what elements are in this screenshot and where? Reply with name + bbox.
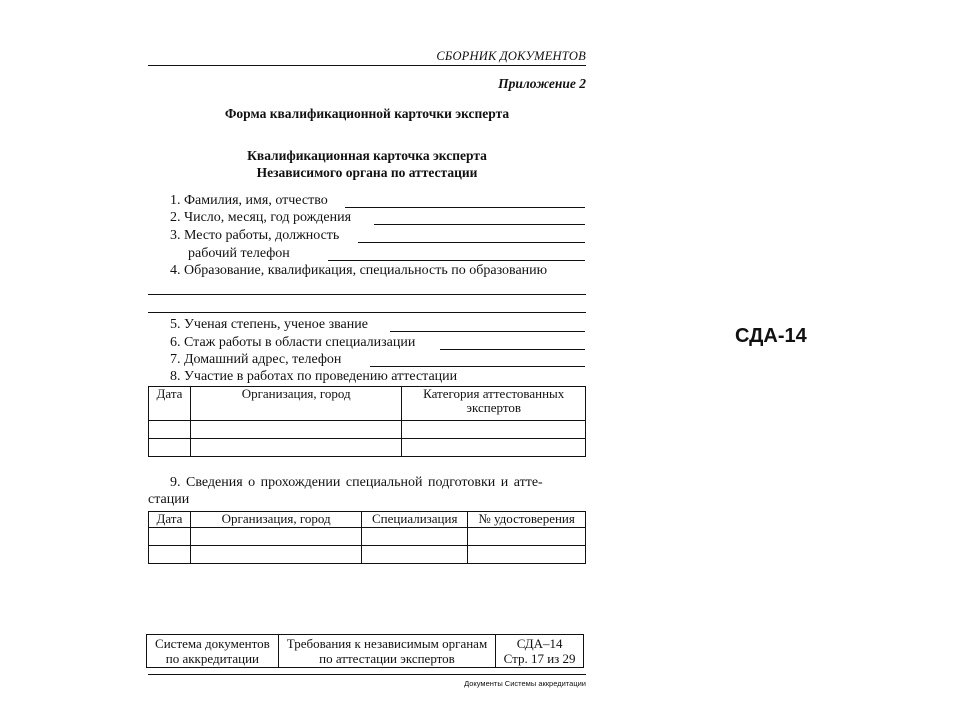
table-row xyxy=(149,439,586,457)
footer-requirements-line1: Требования к независимым органам xyxy=(286,636,488,651)
collection-title: СБОРНИК ДОКУМЕНТОВ xyxy=(436,49,586,63)
column-header-organization: Организация, город xyxy=(190,387,401,421)
field-degree-line xyxy=(390,317,585,332)
column-header-category: Категория аттестованных экспертов xyxy=(402,387,586,421)
column-header-date: Дата xyxy=(149,512,191,528)
column-header-date: Дата xyxy=(149,387,191,421)
participation-table xyxy=(148,386,586,457)
field-training-label-line2: стации xyxy=(148,492,190,507)
field-workplace-line xyxy=(358,228,585,243)
field-birthdate-line xyxy=(374,210,585,225)
footer-system-cell xyxy=(147,635,279,668)
column-header-organization: Организация, город xyxy=(190,512,361,528)
field-home-address-label: 7. Домашний адрес, телефон xyxy=(170,352,342,367)
field-education-label: 4. Образование, квалификация, специальность по образованию xyxy=(170,263,548,278)
footer-code: СДА–14 xyxy=(516,636,563,651)
field-work-phone-label: рабочий телефон xyxy=(188,246,290,261)
field-participation-label: 8. Участие в работах по проведению аттестации xyxy=(170,369,458,384)
footer-table xyxy=(146,634,584,668)
table-row xyxy=(149,421,586,439)
footer-page-number: Стр. 17 из 29 xyxy=(503,651,576,666)
footer-note: Документы Системы аккредитации xyxy=(464,679,586,688)
field-workplace-label: 3. Место работы, должность xyxy=(170,228,340,243)
field-home-address-line xyxy=(370,352,585,367)
table-row xyxy=(149,528,586,546)
training-table xyxy=(148,511,586,564)
appendix-label: Приложение 2 xyxy=(498,76,586,91)
card-title-line2: Независимого органа по аттестации xyxy=(256,165,478,180)
card-title-line1: Квалификационная карточка эксперта xyxy=(247,148,487,163)
table-row xyxy=(149,546,586,564)
field-work-phone-line xyxy=(328,246,585,261)
footer-system-line2: по аккредитации xyxy=(165,651,260,666)
field-experience-line xyxy=(440,335,585,350)
footer-code-cell xyxy=(496,635,584,668)
field-education-line2 xyxy=(148,312,586,313)
footer-requirements-line2: по аттестации экспертов xyxy=(319,651,455,666)
column-header-specialization: Специализация xyxy=(362,512,468,528)
document-code-label: СДА-14 xyxy=(735,325,807,347)
field-experience-label: 6. Стаж работы в области специализации xyxy=(170,335,416,350)
table-header-row xyxy=(149,512,586,528)
field-training-label-line1: 9. Сведения о прохождении специальной подготовки и атте- xyxy=(170,475,543,490)
field-birthdate-label: 2. Число, месяц, год рождения xyxy=(170,210,352,225)
footer-divider xyxy=(148,674,586,675)
field-education-line1 xyxy=(148,294,586,295)
footer-system-line1: Система документов xyxy=(155,636,270,651)
form-title: Форма квалификационной карточки эксперта xyxy=(224,106,510,121)
column-header-certificate-number: № удостоверения xyxy=(468,512,586,528)
header-divider xyxy=(148,65,586,66)
field-degree-label: 5. Ученая степень, ученое звание xyxy=(170,317,368,332)
field-full-name-label: 1. Фамилия, имя, отчество xyxy=(170,193,328,208)
table-header-row xyxy=(149,387,586,421)
footer-requirements-cell xyxy=(278,635,495,668)
field-full-name-line xyxy=(345,193,585,208)
